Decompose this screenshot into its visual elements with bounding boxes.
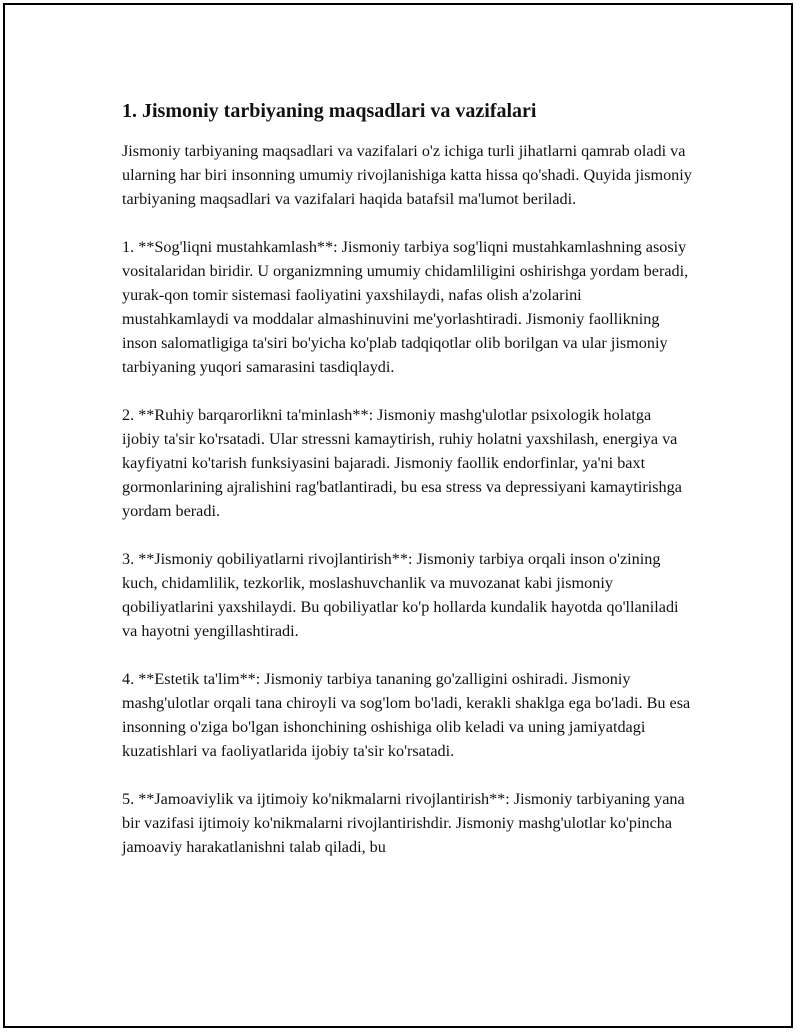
- intro-paragraph: Jismoniy tarbiyaning maqsadlari va vazifalari o'z ichiga turli jihatlarni qamrab oladi va ularning har biri insonning umumiy rivojlanishiga katta hissa qo'shadi. Quyida jismoniy tarbiyaning maqsadlari va vazifalari haqida batafsil ma'lumot beriladi.: [122, 142, 692, 208]
- paragraph-social-skills: 5. **Jamoaviylik va ijtimoiy ko'nikmalarni rivojlantirish**: Jismoniy tarbiyaning yana bir vazifasi ijtimoiy ko'nikmalarni rivojlantirishdir. Jismoniy mashg'ulotlar ko'pincha jamoaviy harakatlanishni talab qiladi, bu: [122, 790, 685, 856]
- document-content: [122, 97, 692, 883]
- paragraph-mental-stability: 2. **Ruhiy barqarorlikni ta'minlash**: Jismoniy mashg'ulotlar psixologik holatga ijobiy ta'sir ko'rsatadi. Ular stressni kamaytirish, ruhiy holatni yaxshilash, energiya va kayfiyatni ko'tarish funksiyasini bajaradi. Jismoniy faollik endorfinlar, ya'ni baxt gormonlarining ajralishini rag'batlantiradi, bu esa stress va depressiyani kamaytirishga yordam beradi.: [122, 406, 682, 520]
- paragraph-aesthetic-education: 4. **Estetik ta'lim**: Jismoniy tarbiya tananing go'zalligini oshiradi. Jismoniy mashg'ulotlar orqali tana chiroyli va sog'lom bo'ladi, kerakli shaklga ega bo'ladi. Bu esa insonning o'ziga bo'lgan ishonchining oshishiga olib keladi va uning jamiyatdagi kuzatishlari va faoliyatlarida ijobiy ta'sir ko'rsatadi.: [122, 670, 691, 760]
- paragraph-health: 1. **Sog'liqni mustahkamlash**: Jismoniy tarbiya sog'liqni mustahkamlashning asosiy vositalaridan biridir. U organizmning umumiy chidamliligini oshirishga yordam beradi, yurak-qon tomir sistemasi faoliyatini yaxshilaydi, nafas olish a'zolarini mustahkamlaydi va moddalar almashinuvini me'yorlashtiradi. Jismoniy faollikning inson salomatligiga ta'siri bo'yicha ko'plab tadqiqotlar olib borilgan va ular jismoniy tarbiyaning yuqori samarasini tasdiqlaydi.: [122, 238, 689, 376]
- page-frame: [3, 3, 793, 1028]
- document-title: 1. Jismoniy tarbiyaning maqsadlari va vazifalari: [122, 100, 537, 122]
- paragraph-physical-abilities: 3. **Jismoniy qobiliyatlarni rivojlantirish**: Jismoniy tarbiya orqali inson o'zining kuch, chidamlilik, tezkorlik, moslashuvchanlik va muvozanat kabi jismoniy qobiliyatlarini yaxshilaydi. Bu qobiliyatlar ko'p hollarda kundalik hayotda qo'llaniladi va hayotni yengillashtiradi.: [122, 550, 679, 640]
